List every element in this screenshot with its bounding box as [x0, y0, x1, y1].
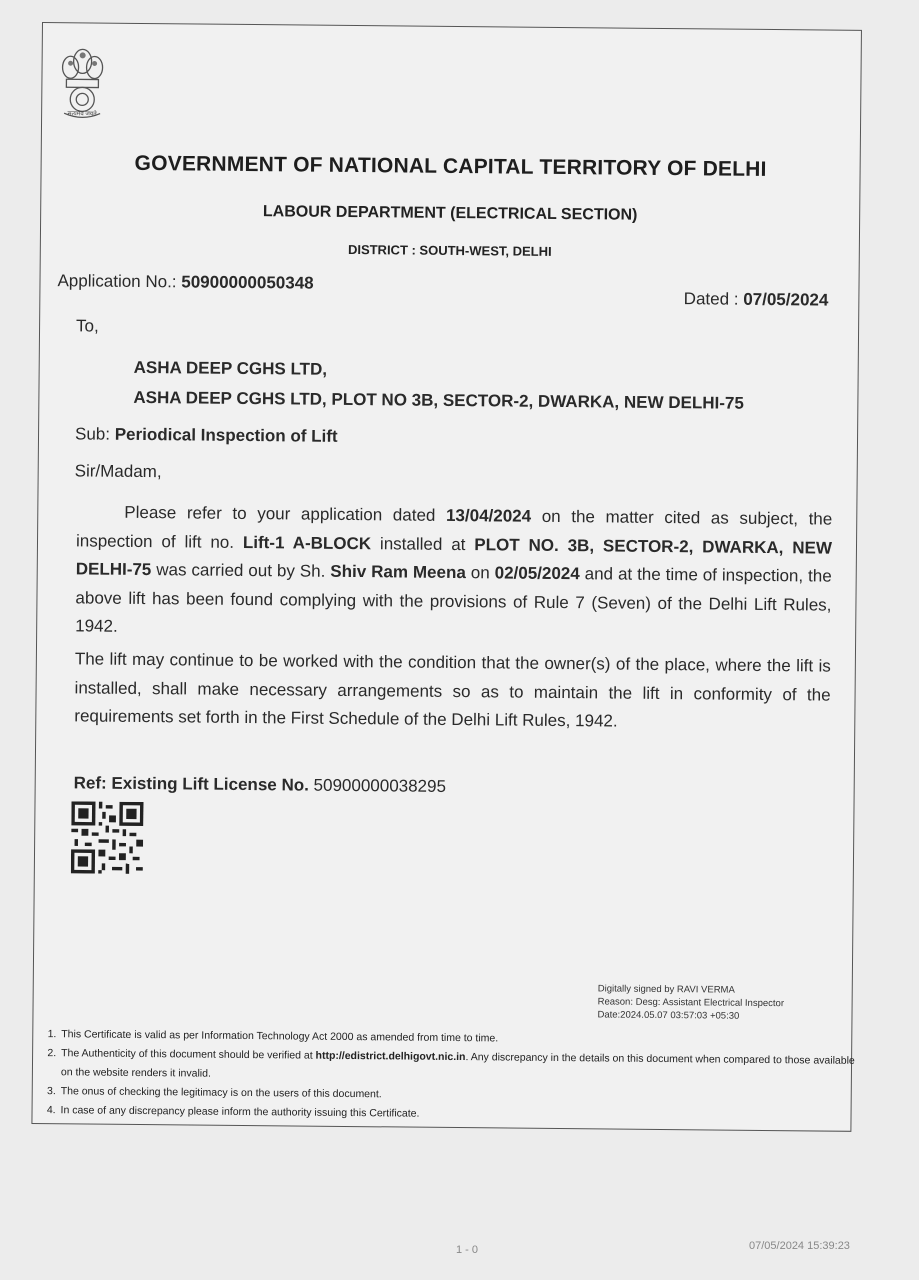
- note-item: 1. This Certificate is valid as per Information Technology Act 2000 as amended from time to time.: [59, 1025, 859, 1052]
- body-paragraph-1: [75, 498, 832, 648]
- page-number: 1 - 0: [456, 1244, 479, 1256]
- note-text: . Any discrepancy in the details on this document when compared to those available on the website renders it invalid.: [60, 1051, 855, 1080]
- addressee-address: ASHA DEEP CGHS LTD, PLOT NO 3B, SECTOR-2, DWARKA, NEW DELHI-75: [133, 387, 744, 413]
- verification-url[interactable]: http://edistrict.delhigovt.nic.in: [315, 1049, 466, 1064]
- subject-label: Sub:: [74, 424, 115, 444]
- inspection-date: 02/05/2024: [494, 563, 580, 584]
- application-value: 50900000050348: [181, 272, 314, 293]
- notes-list: [34, 1025, 859, 1128]
- note-item: 3. The onus of checking the legitimacy is on the users of this document.: [59, 1082, 859, 1109]
- digital-signature-block: [597, 982, 784, 1023]
- body-text: on the matter cited as subject, the inspection of lift no.: [75, 506, 833, 552]
- body-paragraph-2: The lift may continue to be worked with the condition that the owner(s) of the place, where the lift is installed, shall make necessary arrangements so as to maintain the lift in conformity of the requirements set forth in the First Schedule of the Delhi Lift Rules, 1942.: [74, 649, 831, 731]
- addressee-name: ASHA DEEP CGHS LTD,: [133, 357, 328, 379]
- certificate-sheet: [31, 22, 862, 1132]
- signature-reason: Reason: Desg: Assistant Electrical Inspector: [597, 996, 785, 1010]
- to-line: To,: [75, 316, 99, 336]
- body-text: and at the time of inspection, the above lift has been found complying with the provisions of Rule 7 (Seven) of the Delhi Lift Rules, 1942.: [75, 564, 832, 636]
- government-title: GOVERNMENT OF NATIONAL CAPITAL TERRITORY OF DELHI: [134, 151, 767, 181]
- salutation: Sir/Madam,: [74, 461, 162, 482]
- application-date: 13/04/2024: [445, 505, 532, 526]
- body-text: was carried out by Sh.: [151, 560, 331, 581]
- subject-line: [75, 424, 338, 447]
- note-item: 4. In case of any discrepancy please inform the authority issuing this Certificate.: [58, 1101, 858, 1128]
- signature-date: Date:2024.05.07 03:57:03 +05:30: [597, 1009, 740, 1022]
- reference-label: Ref: Existing Lift License No.: [73, 773, 314, 795]
- lift-number: Lift-1 A-BLOCK: [242, 532, 372, 553]
- reference-line: [74, 773, 446, 797]
- reference-number: 50900000038295: [313, 775, 447, 796]
- dated-value: 07/05/2024: [743, 289, 829, 310]
- emblem-caption: सत्यमेव जयते: [67, 111, 97, 118]
- signature-signer: Digitally signed by RAVI VERMA: [597, 983, 735, 996]
- print-timestamp: 07/05/2024 15:39:23: [749, 1240, 850, 1252]
- district-line: DISTRICT : SOUTH-WEST, DELHI: [347, 241, 552, 259]
- lift-location: PLOT NO. 3B, SECTOR-2, DWARKA, NEW DELHI-75: [75, 534, 833, 580]
- dated-label: Dated :: [683, 289, 744, 309]
- body-text: installed at: [371, 533, 475, 554]
- qr-code-icon: [71, 801, 144, 874]
- body-text: on: [465, 563, 495, 583]
- application-label: Application No.:: [57, 271, 182, 292]
- note-text: The Authenticity of this document should be verified at: [61, 1047, 316, 1062]
- inspector-name: Shiv Ram Meena: [330, 561, 466, 583]
- department-title: LABOUR DEPARTMENT (ELECTRICAL SECTION): [262, 203, 638, 224]
- dated: [684, 289, 829, 310]
- subject-value: Periodical Inspection of Lift: [114, 424, 338, 446]
- application-number: [57, 271, 313, 293]
- body-text: Please refer to your application dated: [124, 502, 447, 525]
